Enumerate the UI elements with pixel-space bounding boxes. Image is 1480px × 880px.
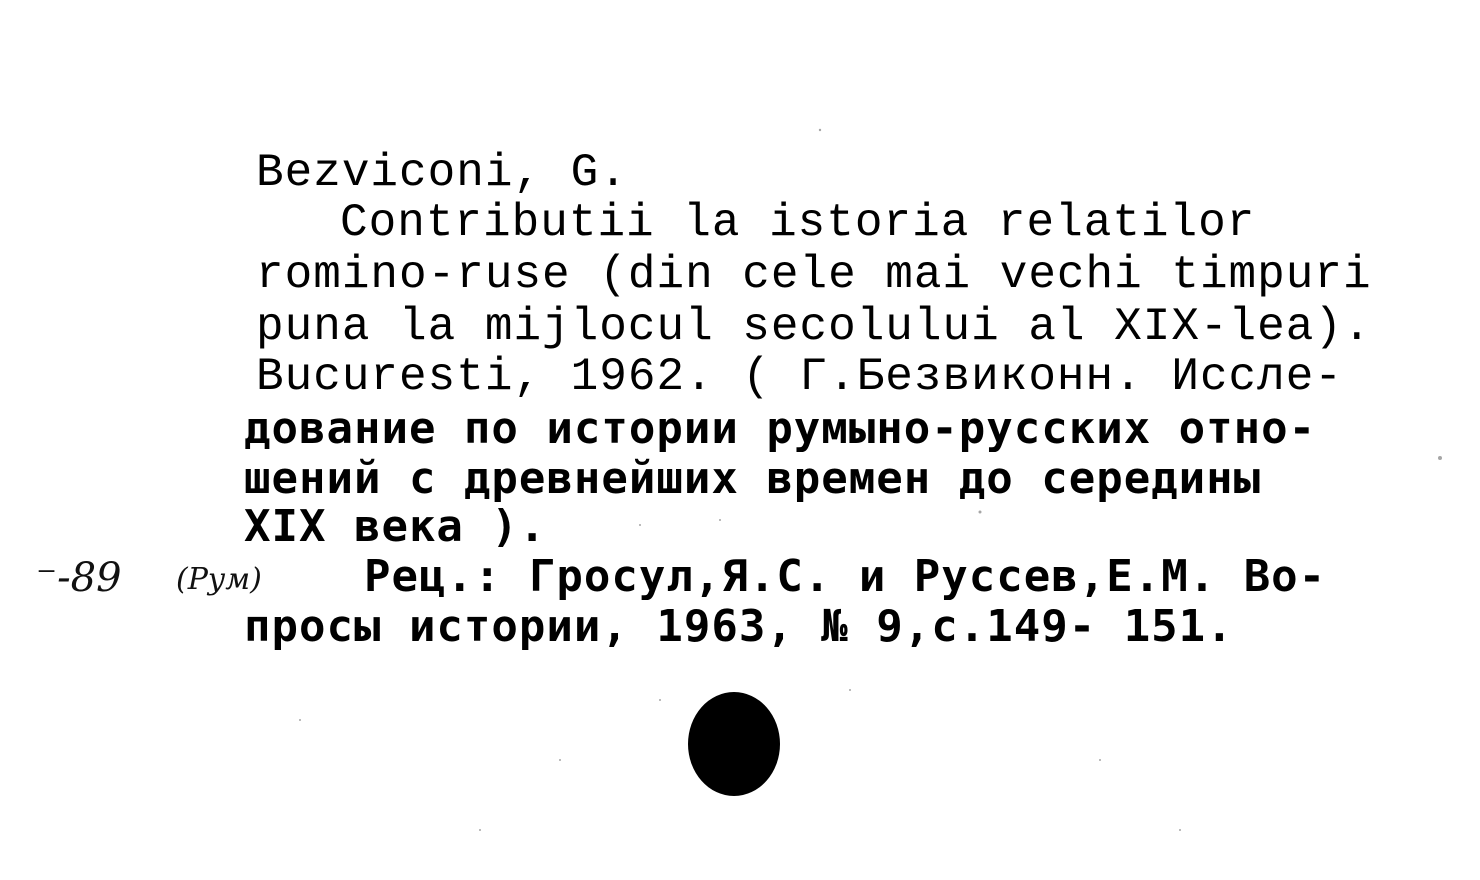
author-line: Bezviconi, G. bbox=[256, 147, 628, 199]
punch-hole bbox=[688, 692, 780, 796]
title-line-3: puna la mijlocul secolului al XIX-lea). bbox=[256, 301, 1372, 353]
title-line-4: Bucuresti, 1962. ( Г.Безвиконн. Иссле- bbox=[256, 351, 1343, 403]
call-number-handwritten: (Рум) bbox=[176, 562, 262, 597]
title-line-1: Contributii la istoria relatilor bbox=[340, 197, 1256, 249]
title-line-2: romino-ruse (din cele mai vechi timpuri bbox=[256, 249, 1372, 301]
title-line-6: шений с древнейших времен до середины bbox=[244, 453, 1262, 504]
review-line-2: просы истории, 1963, № 9,с.149- 151. bbox=[244, 601, 1234, 652]
title-line-5: дование по истории румыно-русских отно- bbox=[244, 403, 1317, 454]
review-line-1: Рец.: Гросул,Я.С. и Руссев,Е.М. Во- bbox=[364, 551, 1327, 602]
title-line-7: XIX века ). bbox=[244, 501, 547, 552]
call-number-prefix: ⁻-89 bbox=[36, 555, 122, 601]
